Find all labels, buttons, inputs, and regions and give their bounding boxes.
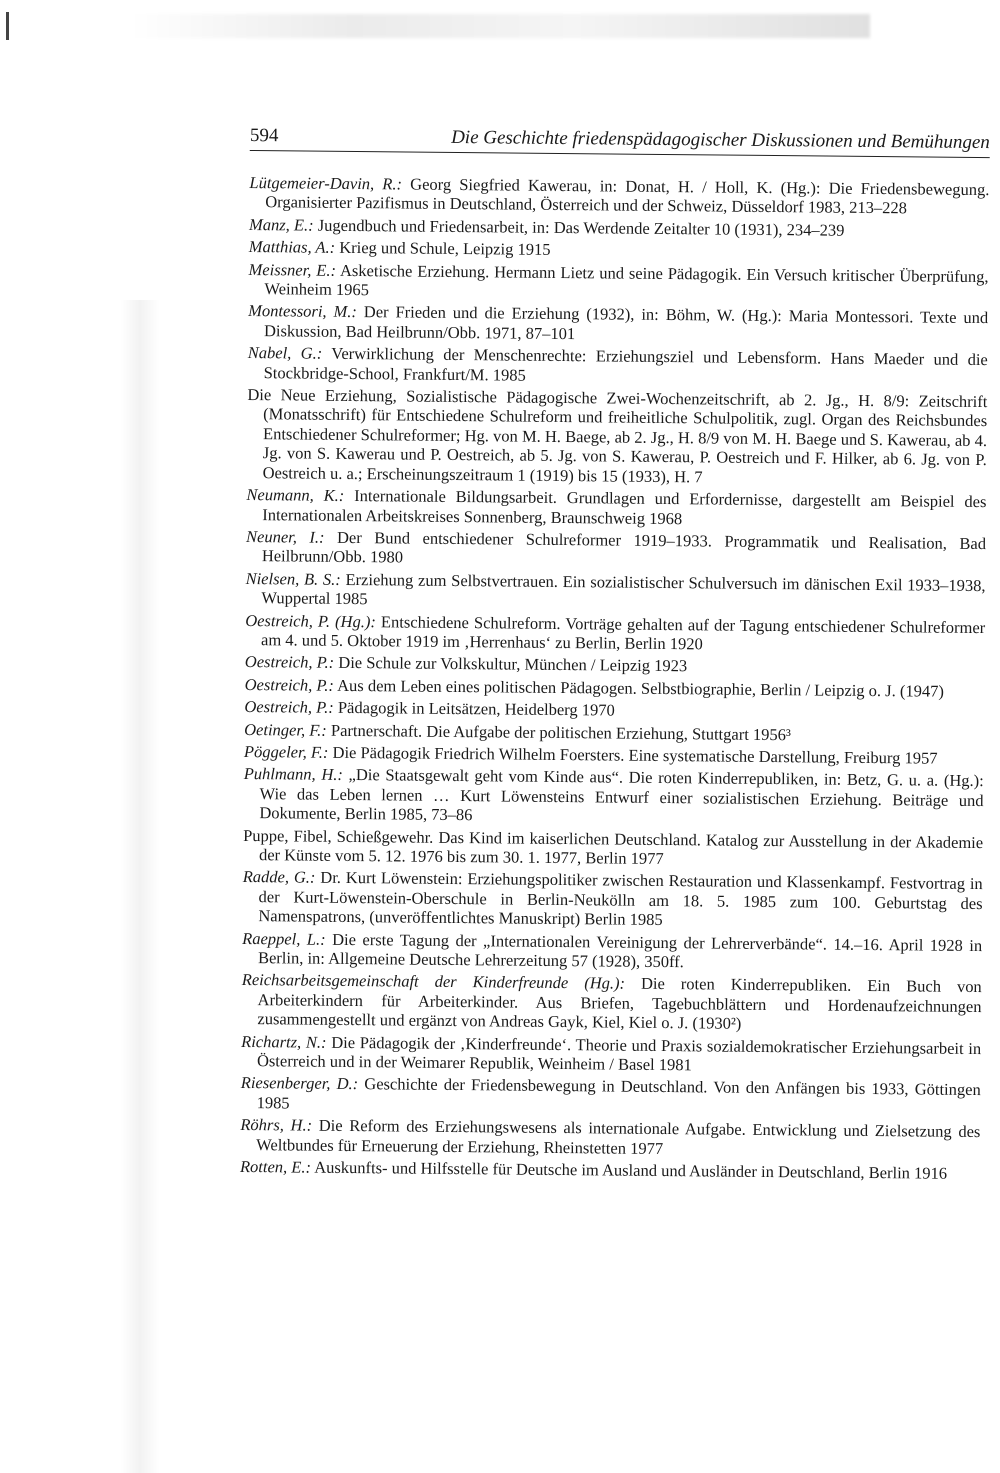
entry-author: Matthias, A.: xyxy=(248,237,336,258)
bibliography-entry xyxy=(248,301,988,347)
bibliography-entry xyxy=(242,929,982,975)
entry-author: Montessori, M.: xyxy=(248,301,357,322)
bibliography-entry xyxy=(248,343,988,389)
bibliography-entry xyxy=(241,1032,981,1078)
bibliography-entry xyxy=(242,867,983,932)
book-page xyxy=(240,125,990,1187)
entry-author: Neumann, K.: xyxy=(246,485,345,506)
entry-text: Die Reform des Erziehungswesens als internationale Aufgabe. Entwicklung und Zielsetzung des Weltbundes für Erneuerung der Erziehung, Rheinstetten 1977 xyxy=(256,1115,981,1158)
entry-text: Geschichte der Friedensbewegung in Deutschland. Von den Anfängen bis 1933, Göttingen 1985 xyxy=(256,1074,981,1113)
entry-author: Nabel, G.: xyxy=(247,343,323,363)
bibliography-entry xyxy=(248,260,988,306)
page-header xyxy=(250,125,990,158)
entry-text: Die Pädagogik Friedrich Wilhelm Foersters. Eine systematische Darstellung, Freiburg 1957 xyxy=(328,742,938,768)
bibliography-entry xyxy=(243,764,984,829)
scan-gutter-shadow xyxy=(120,300,160,1473)
entry-author: Meissner, E.: xyxy=(248,259,337,280)
bibliography-entry xyxy=(247,385,988,489)
entry-text: Georg Siegfried Kawerau, in: Donat, H. / Holl, K. (Hg.): Die Friedensbewegung. Organisierter Pazifismus in Deutschland, Österreich und der Schweiz, Düsseldorf 1983, 213–228 xyxy=(265,174,990,218)
entry-text: „Die Staatsgewalt geht vom Kinde aus“. Die roten Kinderrepubliken, in: Betz, G. u. a. (Hg.): Wie das Leben lernen … Kurt Löwensteins Entwurf einer sozialistischen Erziehung. Beiträge und Dokumente, Berlin 1985, 73–86 xyxy=(259,765,984,825)
entry-author: Reichsarbeitsgemeinschaft der Kinderfreunde (Hg.): xyxy=(241,970,626,994)
entry-text: Partnerschaft. Die Aufgabe der politischen Erziehung, Stuttgart 1956³ xyxy=(326,720,792,744)
entry-author: Lütgemeier-Davin, R.: xyxy=(249,172,403,194)
entry-text: Jugendbuch und Friedensarbeit, in: Das Werdende Zeitalter 10 (1931), 234–239 xyxy=(313,215,845,240)
entry-text: Puppe, Fibel, Schießgewehr. Das Kind im kaiserlichen Deutschland. Katalog zur Ausstellung in der Akademie der Künste vom 5. 12. 1976 bis zum 30. 1. 1977, Berlin 1977 xyxy=(243,825,984,869)
entry-author: Neuner, I.: xyxy=(245,526,325,547)
entry-author: Nielsen, B. S.: xyxy=(245,568,341,589)
entry-author: Pöggeler, F.: xyxy=(243,741,329,762)
scan-mark xyxy=(6,12,9,40)
entry-author: Rotten, E.: xyxy=(239,1157,312,1177)
entry-text: Die Pädagogik der ‚Kinderfreunde‘. Theorie und Praxis sozialdemokratischer Erziehungsarbeit in Österreich und in der Weimarer Republik, Weinheim / Basel 1981 xyxy=(256,1032,982,1075)
entry-author: Puhlmann, H.: xyxy=(243,764,344,785)
entry-author: Riesenberger, D.: xyxy=(240,1073,359,1094)
bibliography-entry xyxy=(240,1157,980,1184)
entry-text: Aus dem Leben eines politischen Pädagogen. Selbstbiographie, Berlin / Leipzig o. J. (1947) xyxy=(333,675,944,701)
bibliography-entry xyxy=(241,1073,981,1119)
entry-text: Dr. Kurt Löwenstein: Erziehungspolitiker zwischen Restauration und Klassenkampf. Festvortrag in der Kurt-Löwenstein-Oberschule in Berlin-Neukölln am 18. 5. 1985 zum 100. Geburtstag des Namenspatrons, (unveröffentlichtes Manuskript) Berlin 1985 xyxy=(258,868,983,930)
entry-text: Der Frieden und die Erziehung (1932), in: Böhm, W. (Hg.): Maria Montessori. Texte und Diskussion, Bad Heilbrunn/Obb. 1971, 87–101 xyxy=(263,302,989,343)
entry-text: Asketische Erziehung. Hermann Lietz und seine Pädagogik. Ein Versuch kritischer Überprüfung, Weinheim 1965 xyxy=(264,260,989,300)
entry-text: Auskunfts- und Hilfsstelle für Deutsche im Ausland und Ausländer in Deutschland, Berlin 1916 xyxy=(310,1157,948,1183)
entry-author: Raeppel, L.: xyxy=(242,928,326,949)
entry-author: Oestreich, P.: xyxy=(244,652,335,673)
entry-author: Oestreich, P.: xyxy=(244,674,335,695)
entry-text: Entschiedene Schulreform. Vorträge gehalten auf der Tagung entschiedener Schulreformer am 4. und 5. Oktober 1919 im ‚Herrenhaus‘ zu Berlin, Berlin 1920 xyxy=(260,611,986,654)
entry-author: Manz, E.: xyxy=(248,214,314,235)
entry-text: Krieg und Schule, Leipzig 1915 xyxy=(335,238,551,260)
entry-text: Der Bund entschiedener Schulreformer 1919–1933. Programmatik und Realisation, Bad Heilbrunn/Obb. 1980 xyxy=(261,527,987,567)
bibliography-entry xyxy=(241,970,982,1035)
entry-author: Richartz, N.: xyxy=(241,1031,327,1052)
entry-author: Radde, G.: xyxy=(242,867,316,888)
entry-text: Die roten Kinderrepubliken. Ein Buch von Arbeiterkindern für Arbeiterkinder. Aus Briefen, Tagebuchblättern und Hordenaufzeichnungen zusammengestellt und ergänzt von Andreas Gayk, Kiel, Kiel o. J. (1930²) xyxy=(257,974,982,1034)
entry-text: Die Neue Erziehung, Sozialistische Pädagogische Zwei-Wochenzeitschrift, ab 2. Jg., H. 8/9: Zeitschrift (Monatsschrift) für Entschiedene Schulreform und freiheitliche Schulpolitik, zugl. Organ des Reichsbundes Entschiedener Schulreformer; Hg. von M. H. Baege, ab 2. Jg., H. 8/9 von M. H. Baege und S. Kawerau, ab 4. Jg. von S. Kawerau und P. Oestreich, ab 5. Jg. von S. Kawerau, P. Oestreich und F. Hilker, ab 6. Jg. von P. Oestreich u. a.; Erscheinungszeitraum 1 (1919) bis 15 (1933), H. 7 xyxy=(247,385,988,487)
bibliography-entry xyxy=(243,826,983,872)
entry-author: Oestreich, P.: xyxy=(244,697,334,717)
bibliography-entry xyxy=(240,1115,980,1161)
entry-author: Oestreich, P. (Hg.): xyxy=(245,610,376,631)
bibliography-list xyxy=(240,173,990,1184)
bibliography-entry xyxy=(246,527,986,573)
bibliography-entry xyxy=(245,569,985,615)
entry-text: Die Schule zur Volkskultur, München / Leipzig 1923 xyxy=(334,653,688,676)
bibliography-entry xyxy=(246,485,986,531)
page-number: 594 xyxy=(249,125,279,147)
entry-text: Verwirklichung der Menschenrechte: Erziehungsziel und Lebensform. Hans Maeder und die Stockbridge-School, Frankfurt/M. 1985 xyxy=(263,343,988,385)
entry-text: Die erste Tagung der „Internationalen Vereinigung der Lehrerverbände“. 14.–16. April 1928 in Berlin, in: Allgemeine Deutsche Lehrerzeitung 57 (1928), 350ff. xyxy=(257,929,983,972)
scan-noise-top xyxy=(130,14,870,38)
entry-author: Oetinger, F.: xyxy=(244,719,327,740)
bibliography-entry xyxy=(249,173,989,219)
bibliography-entry xyxy=(245,611,985,657)
entry-text: Internationale Bildungsarbeit. Grundlagen und Erfordernisse, dargestellt am Beispiel des Internationalen Arbeitskreises Sonnenberg, Braunschweig 1968 xyxy=(262,486,987,528)
entry-text: Erziehung zum Selbstvertrauen. Ein sozialistischer Schulversuch im dänischen Exil 1933–1938, Wuppertal 1985 xyxy=(261,569,986,609)
running-title: Die Geschichte friedenspädagogischer Diskussionen und Bemühungen xyxy=(451,126,990,154)
entry-text: Pädagogik in Leitsätzen, Heidelberg 1970 xyxy=(333,697,615,720)
entry-author: Röhrs, H.: xyxy=(240,1115,313,1135)
